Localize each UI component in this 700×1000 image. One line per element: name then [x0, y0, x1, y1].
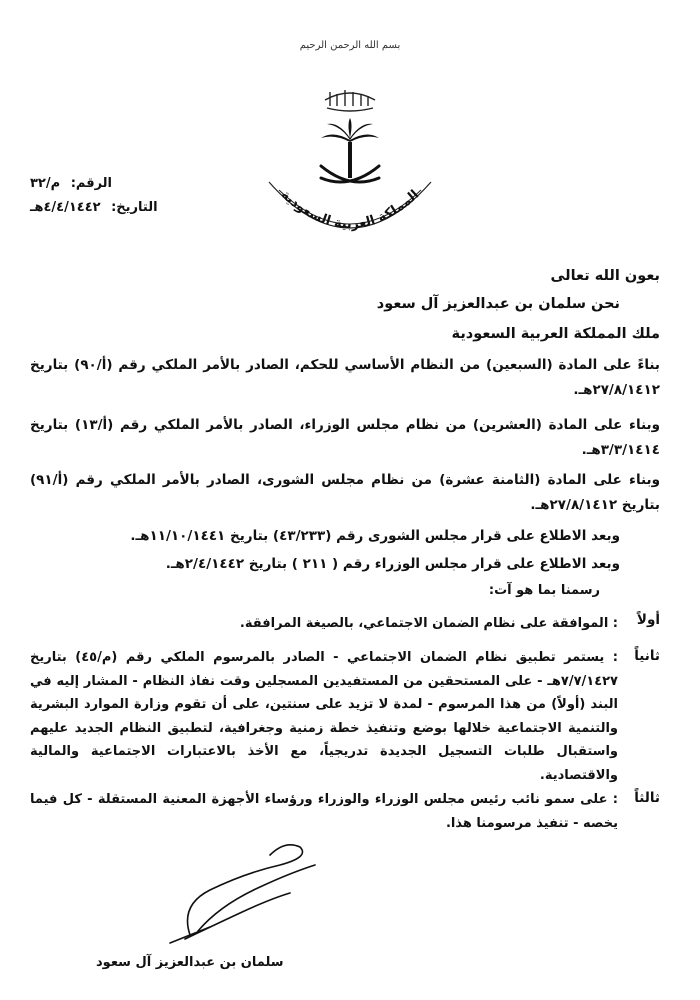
article-3-text: : على سمو نائب رئيس مجلس الوزراء والوزراء ورؤساء الأجهزة المعنية المستقلة - كل فيما يخصه - تنفيذ مرسومنا هذا. — [30, 792, 618, 831]
svg-text:المملكة العربية السعودية: المملكة العربية السعودية — [277, 187, 423, 233]
article-1-text: : الموافقة على نظام الضمان الاجتماعي، بالصيغة المرافقة. — [239, 616, 618, 631]
decree-number — [30, 176, 112, 191]
issuer: نحن سلمان بن عبدالعزيز آل سعود — [376, 296, 620, 312]
recital-3: وبناء على المادة (الثامنة عشرة) من نظام مجلس الشورى، الصادر بالأمر الملكي رقم (أ/٩١) بتاريخ ٢٧/٨/١٤١٢هـ. — [30, 472, 660, 513]
bismillah: بسم الله الرحمن الرحيم — [299, 40, 401, 51]
article-2-text: : يستمر تطبيق نظام الضمان الاجتماعي - الصادر بالمرسوم الملكي رقم (م/٤٥) بتاريخ ٧/٧/١٤٢٧هـ - على المستحقين من المستفيدين المسجلين وقت نفاذ النظام - المشار إليه في البند (أولاً) من هذا المرسوم - لمدة لا تزيد على سنتين، على أن تقوم وزارة الموارد البشرية والتنمية الاجتماعية خلالها بوضع وتنفيذ خطة زمنية وجغرافية، لتطبيق النظام الجديد عليهم واستقبال طلبات التسجيل الجديدة تدريجياً، مع الأخذ بالاعتبارات الاجتماعية والمالية والاقتصادية. — [30, 650, 619, 783]
consideration-1: وبعد الاطلاع على قرار مجلس الشورى رقم (٤٣/٢٣٣) بتاريخ ١١/١٠/١٤٤١هـ. — [130, 528, 620, 544]
saudi-emblem — [255, 78, 445, 248]
recital-1: بناءً على المادة (السبعين) من النظام الأساسي للحكم، الصادر بالأمر الملكي رقم (أ/٩٠) بتاريخ ٢٧/٨/١٤١٢هـ. — [30, 357, 660, 398]
decree-phrase: رسمنا بما هو آت: — [488, 583, 600, 598]
number-label: الرقم: — [70, 176, 113, 191]
number-value: م/٣٢ — [30, 176, 61, 191]
article-2-label: ثانياً — [634, 648, 660, 664]
article-3-label: ثالثاً — [634, 790, 660, 806]
recital-2: وبناء على المادة (العشرين) من نظام مجلس الوزراء، الصادر بالأمر الملكي رقم (أ/١٣) بتاريخ ٣/٣/١٤١٤هـ. — [30, 417, 660, 458]
decree-date — [30, 200, 158, 215]
signature-icon — [150, 835, 350, 945]
king-title: ملك المملكة العربية السعودية — [451, 326, 660, 342]
emblem-icon — [255, 78, 445, 248]
date-label: التاريخ: — [111, 200, 158, 215]
article-1-label: أولاً — [636, 612, 660, 628]
signatory-name: سلمان بن عبدالعزيز آل سعود — [96, 955, 284, 970]
consideration-2: وبعد الاطلاع على قرار مجلس الوزراء رقم ( ٢١١ ) بتاريخ ٢/٤/١٤٤٢هـ. — [165, 556, 620, 572]
handwritten-signature — [150, 835, 350, 945]
invocation: بعون الله تعالى — [550, 268, 660, 284]
date-value: ٤/٤/١٤٤٢هـ — [30, 200, 101, 215]
